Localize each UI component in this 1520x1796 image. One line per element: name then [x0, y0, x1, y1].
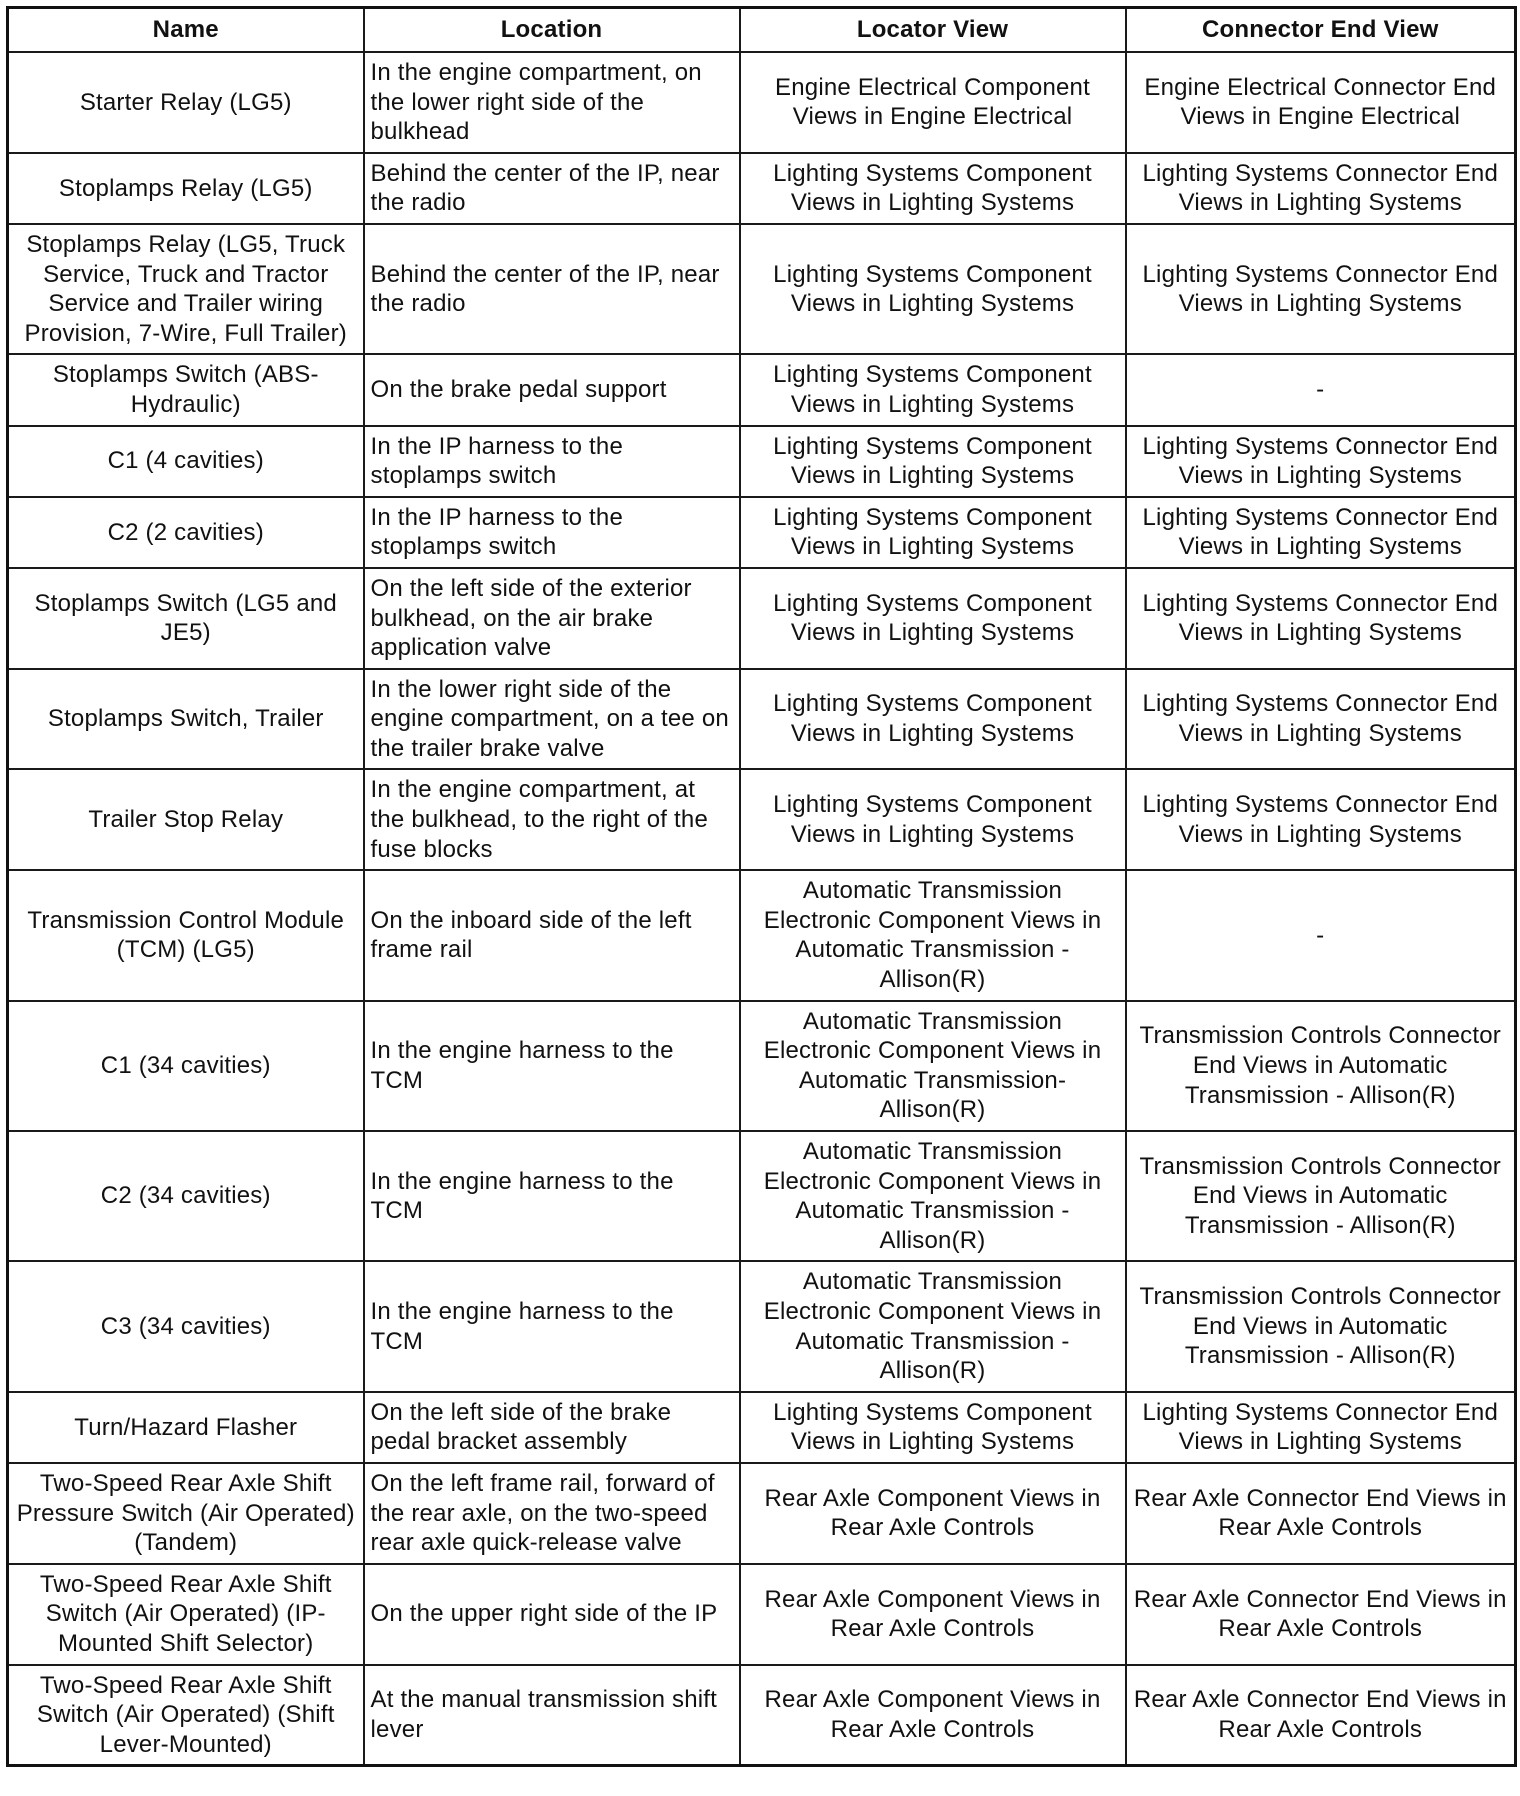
- cell-locator-view: Automatic Transmission Electronic Component Views in Automatic Transmission -Allison(R): [740, 870, 1126, 1000]
- cell-connector-end-view: -: [1126, 870, 1516, 1000]
- cell-connector-end-view: Lighting Systems Connector End Views in Lighting Systems: [1126, 497, 1516, 568]
- cell-locator-view: Lighting Systems Component Views in Lighting Systems: [740, 224, 1126, 354]
- cell-locator-view: Lighting Systems Component Views in Lighting Systems: [740, 497, 1126, 568]
- cell-connector-end-view: Transmission Controls Connector End Views in Automatic Transmission - Allison(R): [1126, 1261, 1516, 1391]
- header-name: Name: [8, 8, 364, 53]
- cell-name: Trailer Stop Relay: [8, 769, 364, 870]
- table-row: [8, 497, 1516, 568]
- table-body: [8, 52, 1516, 1766]
- cell-location: In the engine harness to the TCM: [364, 1001, 740, 1131]
- table-row: [8, 1261, 1516, 1391]
- table-row: [8, 669, 1516, 770]
- table-header: [8, 8, 1516, 53]
- header-row: [8, 8, 1516, 53]
- cell-location: On the left frame rail, forward of the rear axle, on the two-speed rear axle quick-release valve: [364, 1463, 740, 1564]
- cell-connector-end-view: -: [1126, 354, 1516, 425]
- table-row: [8, 426, 1516, 497]
- cell-location: In the engine harness to the TCM: [364, 1131, 740, 1261]
- cell-locator-view: Rear Axle Component Views in Rear Axle Controls: [740, 1564, 1126, 1665]
- cell-location: In the IP harness to the stoplamps switch: [364, 426, 740, 497]
- cell-connector-end-view: Lighting Systems Connector End Views in Lighting Systems: [1126, 153, 1516, 224]
- cell-connector-end-view: Transmission Controls Connector End Views in Automatic Transmission - Allison(R): [1126, 1131, 1516, 1261]
- cell-locator-view: Engine Electrical Component Views in Engine Electrical: [740, 52, 1126, 153]
- cell-locator-view: Rear Axle Component Views in Rear Axle Controls: [740, 1463, 1126, 1564]
- cell-locator-view: Lighting Systems Component Views in Lighting Systems: [740, 669, 1126, 770]
- cell-name: C1 (4 cavities): [8, 426, 364, 497]
- cell-name: C1 (34 cavities): [8, 1001, 364, 1131]
- component-locator-table: [6, 6, 1517, 1767]
- cell-name: Stoplamps Relay (LG5): [8, 153, 364, 224]
- header-locator-view: Locator View: [740, 8, 1126, 53]
- table-row: [8, 1665, 1516, 1766]
- cell-location: On the left side of the brake pedal bracket assembly: [364, 1392, 740, 1463]
- cell-location: In the engine harness to the TCM: [364, 1261, 740, 1391]
- cell-connector-end-view: Lighting Systems Connector End Views in Lighting Systems: [1126, 669, 1516, 770]
- cell-location: On the inboard side of the left frame rail: [364, 870, 740, 1000]
- cell-locator-view: Lighting Systems Component Views in Lighting Systems: [740, 769, 1126, 870]
- cell-name: Two-Speed Rear Axle Shift Switch (Air Operated) (Shift Lever-Mounted): [8, 1665, 364, 1766]
- cell-name: C2 (34 cavities): [8, 1131, 364, 1261]
- cell-connector-end-view: Lighting Systems Connector End Views in Lighting Systems: [1126, 1392, 1516, 1463]
- cell-name: Two-Speed Rear Axle Shift Switch (Air Operated) (IP-Mounted Shift Selector): [8, 1564, 364, 1665]
- cell-location: Behind the center of the IP, near the radio: [364, 224, 740, 354]
- cell-location: On the brake pedal support: [364, 354, 740, 425]
- cell-name: Turn/Hazard Flasher: [8, 1392, 364, 1463]
- table-row: [8, 870, 1516, 1000]
- cell-name: Starter Relay (LG5): [8, 52, 364, 153]
- cell-connector-end-view: Transmission Controls Connector End Views in Automatic Transmission - Allison(R): [1126, 1001, 1516, 1131]
- cell-locator-view: Lighting Systems Component Views in Lighting Systems: [740, 426, 1126, 497]
- cell-location: In the lower right side of the engine compartment, on a tee on the trailer brake valve: [364, 669, 740, 770]
- cell-locator-view: Lighting Systems Component Views in Lighting Systems: [740, 354, 1126, 425]
- table-row: [8, 153, 1516, 224]
- cell-locator-view: Automatic Transmission Electronic Component Views in Automatic Transmission-Allison(R): [740, 1001, 1126, 1131]
- cell-name: Two-Speed Rear Axle Shift Pressure Switch (Air Operated) (Tandem): [8, 1463, 364, 1564]
- header-location: Location: [364, 8, 740, 53]
- cell-location: At the manual transmission shift lever: [364, 1665, 740, 1766]
- cell-name: C3 (34 cavities): [8, 1261, 364, 1391]
- cell-locator-view: Automatic Transmission Electronic Component Views in Automatic Transmission - Allison(R): [740, 1131, 1126, 1261]
- header-connector-end-view: Connector End View: [1126, 8, 1516, 53]
- cell-connector-end-view: Rear Axle Connector End Views in Rear Axle Controls: [1126, 1463, 1516, 1564]
- table-row: [8, 52, 1516, 153]
- table-row: [8, 1564, 1516, 1665]
- cell-connector-end-view: Engine Electrical Connector End Views in Engine Electrical: [1126, 52, 1516, 153]
- table-row: [8, 1001, 1516, 1131]
- cell-locator-view: Lighting Systems Component Views in Lighting Systems: [740, 568, 1126, 669]
- table-row: [8, 568, 1516, 669]
- table-row: [8, 224, 1516, 354]
- cell-location: In the engine compartment, on the lower right side of the bulkhead: [364, 52, 740, 153]
- cell-connector-end-view: Rear Axle Connector End Views in Rear Axle Controls: [1126, 1564, 1516, 1665]
- cell-name: Stoplamps Switch (LG5 and JE5): [8, 568, 364, 669]
- table-row: [8, 769, 1516, 870]
- table-row: [8, 354, 1516, 425]
- cell-connector-end-view: Lighting Systems Connector End Views in Lighting Systems: [1126, 426, 1516, 497]
- cell-connector-end-view: Rear Axle Connector End Views in Rear Axle Controls: [1126, 1665, 1516, 1766]
- cell-location: In the IP harness to the stoplamps switch: [364, 497, 740, 568]
- cell-connector-end-view: Lighting Systems Connector End Views in Lighting Systems: [1126, 568, 1516, 669]
- cell-location: Behind the center of the IP, near the radio: [364, 153, 740, 224]
- cell-name: Stoplamps Switch, Trailer: [8, 669, 364, 770]
- cell-locator-view: Automatic Transmission Electronic Component Views in Automatic Transmission - Allison(R): [740, 1261, 1126, 1391]
- cell-name: C2 (2 cavities): [8, 497, 364, 568]
- cell-location: In the engine compartment, at the bulkhead, to the right of the fuse blocks: [364, 769, 740, 870]
- cell-location: On the upper right side of the IP: [364, 1564, 740, 1665]
- cell-locator-view: Lighting Systems Component Views in Lighting Systems: [740, 153, 1126, 224]
- cell-locator-view: Rear Axle Component Views in Rear Axle Controls: [740, 1665, 1126, 1766]
- cell-name: Stoplamps Relay (LG5, Truck Service, Truck and Tractor Service and Trailer wiring Provision, 7-Wire, Full Trailer): [8, 224, 364, 354]
- cell-name: Stoplamps Switch (ABS-Hydraulic): [8, 354, 364, 425]
- table-row: [8, 1463, 1516, 1564]
- table-row: [8, 1392, 1516, 1463]
- cell-locator-view: Lighting Systems Component Views in Lighting Systems: [740, 1392, 1126, 1463]
- cell-connector-end-view: Lighting Systems Connector End Views in Lighting Systems: [1126, 224, 1516, 354]
- cell-connector-end-view: Lighting Systems Connector End Views in Lighting Systems: [1126, 769, 1516, 870]
- table-row: [8, 1131, 1516, 1261]
- cell-location: On the left side of the exterior bulkhead, on the air brake application valve: [364, 568, 740, 669]
- cell-name: Transmission Control Module (TCM) (LG5): [8, 870, 364, 1000]
- component-locator-table-container: [6, 6, 1514, 1767]
